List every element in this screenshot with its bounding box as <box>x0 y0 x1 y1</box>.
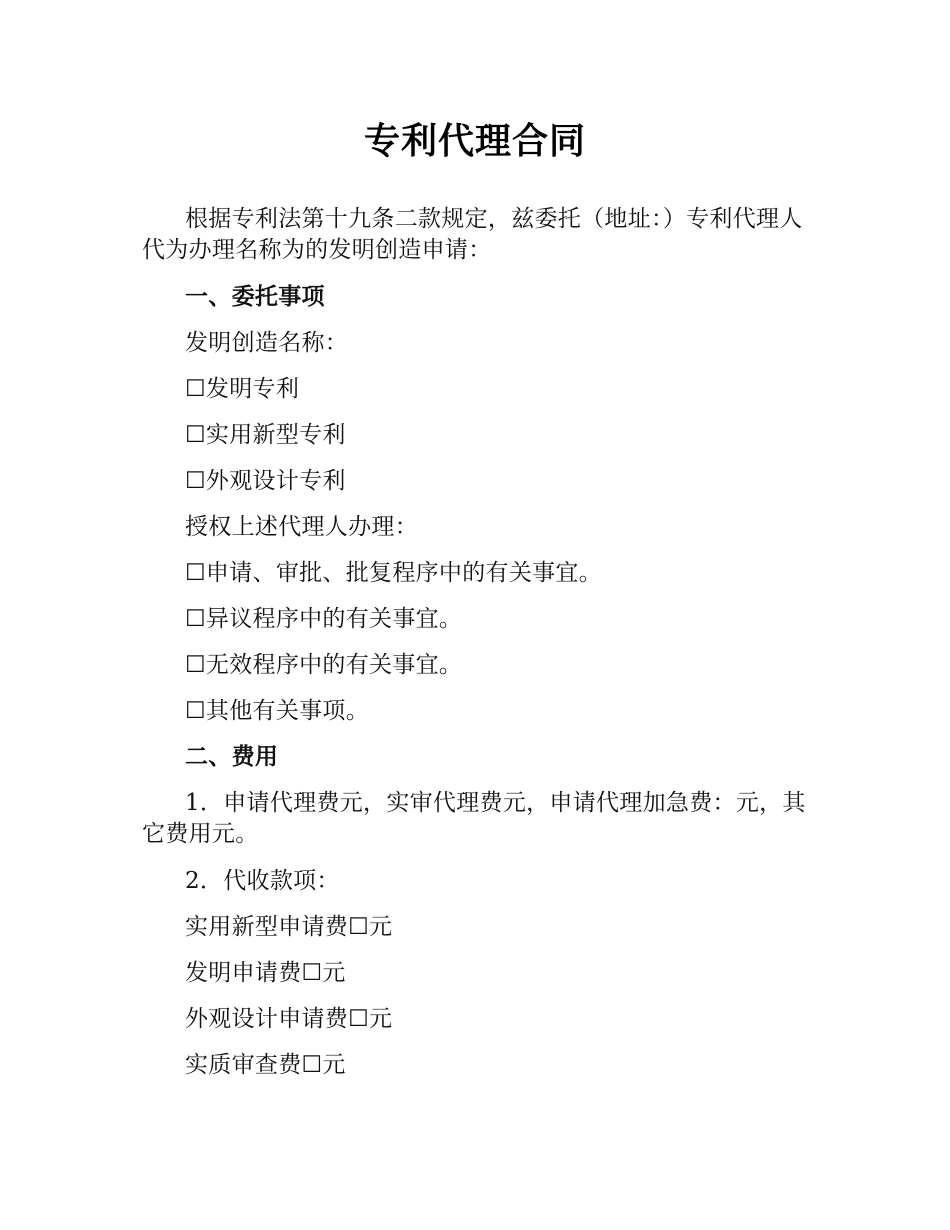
authorized-matter-application: ☐申请、审批、批复程序中的有关事宜。 <box>185 560 603 586</box>
authorized-matter-invalidation: ☐无效程序中的有关事宜。 <box>185 652 463 678</box>
fee-substantive-examination: 实质审查费☐元 <box>185 1052 346 1078</box>
fee-utility-model-application: 实用新型申请费☐元 <box>185 914 393 940</box>
authorized-matter-opposition: ☐异议程序中的有关事宜。 <box>185 606 463 632</box>
document-title: 专利代理合同 <box>363 121 586 162</box>
invention-name-label: 发明创造名称： <box>185 330 349 356</box>
authorize-label: 授权上述代理人办理： <box>185 514 418 540</box>
authorized-matter-other: ☐其他有关事项。 <box>185 698 370 724</box>
intro-paragraph: 根据专利法第十九条二款规定，兹委托（地址：）专利代理人代为办理名称为的发明创造申请： <box>142 206 803 263</box>
fees-item-2: 2．代收款项： <box>185 868 340 894</box>
fee-invention-application: 发明申请费☐元 <box>185 960 346 986</box>
patent-type-design: ☐外观设计专利 <box>185 468 346 494</box>
patent-type-utility-model: ☐实用新型专利 <box>185 422 346 448</box>
fee-design-application: 外观设计申请费☐元 <box>185 1006 393 1032</box>
section1-heading: 一、委托事项 <box>185 284 325 310</box>
section2-heading: 二、费用 <box>185 744 279 770</box>
patent-type-invention: ☐发明专利 <box>185 376 300 402</box>
fees-item-1: 1．申请代理费元，实审代理费元，申请代理加急费：元，其它费用元。 <box>142 790 806 847</box>
